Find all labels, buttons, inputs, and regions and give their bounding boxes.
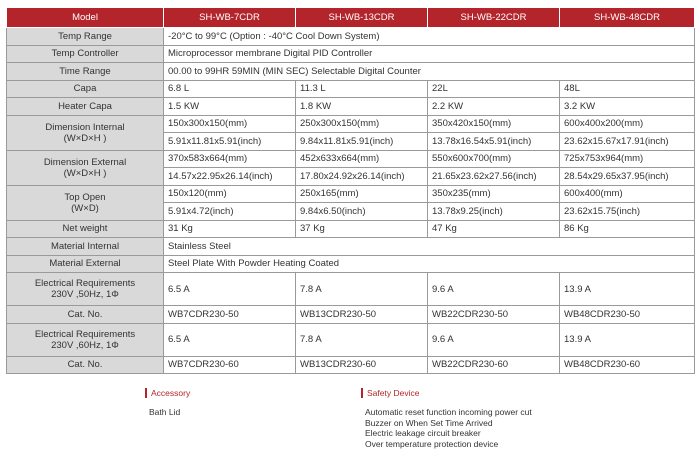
row-net-weight bbox=[7, 220, 695, 238]
row-capa bbox=[7, 80, 695, 98]
row-time-range bbox=[7, 63, 695, 81]
label-electrical-50hz bbox=[7, 273, 164, 306]
cell-cat60-2: WB13CDR230-60 bbox=[296, 356, 428, 374]
cell-dim-int-in-3: 13.78x16.54x5.91(inch) bbox=[428, 133, 560, 151]
safety-item: Buzzer on When Set Time Arrived bbox=[365, 417, 493, 428]
cell-elec50-1: 6.5 A bbox=[164, 273, 296, 306]
label-dimension-external bbox=[7, 150, 164, 185]
cell-capa-1: 6.8 L bbox=[164, 80, 296, 98]
row-material-internal bbox=[7, 238, 695, 256]
cell-dim-int-mm-4: 600x400x200(mm) bbox=[560, 115, 695, 133]
cell-cat50-1: WB7CDR230-50 bbox=[164, 306, 296, 324]
label-top-open bbox=[7, 185, 164, 220]
cell-net-weight-2: 37 Kg bbox=[296, 220, 428, 238]
cell-elec60-2: 7.8 A bbox=[296, 323, 428, 356]
cell-elec50-2: 7.8 A bbox=[296, 273, 428, 306]
label-electrical-50hz-line2: 230V ,50Hz, 1Φ bbox=[51, 289, 119, 300]
label-material-external: Material External bbox=[7, 255, 164, 273]
value-temp-controller: Microprocessor membrane Digital PID Controller bbox=[164, 45, 695, 63]
cell-heater-2: 1.8 KW bbox=[296, 98, 428, 116]
cell-top-open-in-1: 5.91x4.72(inch) bbox=[164, 203, 296, 221]
cell-capa-2: 11.3 L bbox=[296, 80, 428, 98]
cell-dim-ext-mm-2: 452x633x664(mm) bbox=[296, 150, 428, 168]
safety-item: Electric leakage circuit breaker bbox=[365, 428, 481, 438]
header-model-13cdr: SH-WB-13CDR bbox=[296, 8, 428, 28]
label-dimension-external-line1: Dimension External bbox=[43, 156, 127, 168]
accessory-item: Bath Lid bbox=[149, 407, 181, 417]
label-cat-no-60: Cat. No. bbox=[7, 356, 164, 374]
label-dimension-internal-line2: (W×D×H ) bbox=[63, 132, 107, 144]
label-time-range: Time Range bbox=[7, 63, 164, 81]
header-model-7cdr: SH-WB-7CDR bbox=[164, 8, 296, 28]
label-top-open-line2: (W×D) bbox=[71, 202, 99, 214]
safety-item: Over temperature protection device bbox=[365, 438, 499, 449]
cell-cat50-2: WB13CDR230-50 bbox=[296, 306, 428, 324]
label-material-internal: Material Internal bbox=[7, 238, 164, 256]
cell-heater-3: 2.2 KW bbox=[428, 98, 560, 116]
value-material-internal: Stainless Steel bbox=[164, 238, 695, 256]
header-model-48cdr: SH-WB-48CDR bbox=[560, 8, 695, 28]
row-dimension-external-mm bbox=[7, 150, 695, 168]
cell-net-weight-1: 31 Kg bbox=[164, 220, 296, 238]
cell-dim-int-mm-2: 250x300x150(mm) bbox=[296, 115, 428, 133]
row-electrical-60hz bbox=[7, 323, 695, 356]
cell-elec50-4: 13.9 A bbox=[560, 273, 695, 306]
cell-dim-ext-in-3: 21.65x23.62x27.56(inch) bbox=[428, 168, 560, 186]
cell-top-open-mm-4: 600x400(mm) bbox=[560, 185, 695, 203]
cell-cat50-4: WB48CDR230-50 bbox=[560, 306, 695, 324]
label-dimension-internal-line1: Dimension Internal bbox=[45, 121, 125, 133]
cell-elec60-1: 6.5 A bbox=[164, 323, 296, 356]
label-capa: Capa bbox=[7, 80, 164, 98]
cell-dim-ext-in-2: 17.80x24.92x26.14(inch) bbox=[296, 168, 428, 186]
cell-dim-int-in-1: 5.91x11.81x5.91(inch) bbox=[164, 133, 296, 151]
cell-dim-ext-mm-3: 550x600x700(mm) bbox=[428, 150, 560, 168]
cell-dim-ext-in-4: 28.54x29.65x37.95(inch) bbox=[560, 168, 695, 186]
row-cat-no-60 bbox=[7, 356, 695, 374]
cell-capa-4: 48L bbox=[560, 80, 695, 98]
label-electrical-60hz-line2: 230V ,60Hz, 1Φ bbox=[51, 339, 119, 351]
row-material-external bbox=[7, 255, 695, 273]
cell-net-weight-4: 86 Kg bbox=[560, 220, 695, 238]
label-electrical-60hz-line1: Electrical Requirements bbox=[34, 328, 136, 340]
row-temp-range bbox=[7, 28, 695, 46]
cell-cat60-4: WB48CDR230-60 bbox=[560, 356, 695, 374]
row-top-open-mm bbox=[7, 185, 695, 203]
cell-dim-int-in-2: 9.84x11.81x5.91(inch) bbox=[296, 133, 428, 151]
cell-heater-4: 3.2 KW bbox=[560, 98, 695, 116]
accessory-section bbox=[145, 388, 190, 418]
cell-elec60-3: 9.6 A bbox=[428, 323, 560, 356]
header-model-22cdr: SH-WB-22CDR bbox=[428, 8, 560, 28]
cell-cat60-3: WB22CDR230-60 bbox=[428, 356, 560, 374]
label-top-open-line1: Top Open bbox=[64, 191, 106, 203]
cell-dim-int-mm-3: 350x420x150(mm) bbox=[428, 115, 560, 133]
cell-elec50-3: 9.6 A bbox=[428, 273, 560, 306]
cell-top-open-mm-1: 150x120(mm) bbox=[164, 185, 296, 203]
header-row bbox=[7, 8, 695, 28]
safety-device-heading: Safety Device bbox=[361, 388, 532, 398]
cell-top-open-in-3: 13.78x9.25(inch) bbox=[428, 203, 560, 221]
label-temp-controller: Temp Controller bbox=[7, 45, 164, 63]
cell-dim-int-in-4: 23.62x15.67x17.91(inch) bbox=[560, 133, 695, 151]
row-temp-controller bbox=[7, 45, 695, 63]
spec-table-wrapper bbox=[6, 7, 694, 374]
cell-top-open-mm-2: 250x165(mm) bbox=[296, 185, 428, 203]
cell-dim-ext-in-1: 14.57x22.95x26.14(inch) bbox=[164, 168, 296, 186]
header-model: Model bbox=[7, 8, 164, 28]
row-cat-no-50 bbox=[7, 306, 695, 324]
cell-cat60-1: WB7CDR230-60 bbox=[164, 356, 296, 374]
cell-cat50-3: WB22CDR230-50 bbox=[428, 306, 560, 324]
cell-dim-ext-mm-4: 725x753x964(mm) bbox=[560, 150, 695, 168]
label-net-weight: Net weight bbox=[7, 220, 164, 238]
row-electrical-50hz bbox=[7, 273, 695, 306]
value-material-external: Steel Plate With Powder Heating Coated bbox=[164, 255, 695, 273]
cell-capa-3: 22L bbox=[428, 80, 560, 98]
cell-dim-ext-mm-1: 370x583x664(mm) bbox=[164, 150, 296, 168]
cell-top-open-in-2: 9.84x6.50(inch) bbox=[296, 203, 428, 221]
label-cat-no-50: Cat. No. bbox=[7, 306, 164, 324]
label-electrical-60hz bbox=[7, 323, 164, 356]
cell-heater-1: 1.5 KW bbox=[164, 98, 296, 116]
safety-device-section bbox=[361, 388, 532, 449]
cell-elec60-4: 13.9 A bbox=[560, 323, 695, 356]
spec-table bbox=[6, 7, 695, 374]
safety-item: Automatic reset function incoming power cut bbox=[365, 407, 532, 417]
value-time-range: 00.00 to 99HR 59MIN (MIN SEC) Selectable Digital Counter bbox=[164, 63, 695, 81]
value-temp-range: -20°C to 99°C (Option : -40°C Cool Down System) bbox=[164, 28, 695, 46]
label-dimension-external-line2: (W×D×H ) bbox=[63, 167, 107, 179]
cell-top-open-in-4: 23.62x15.75(inch) bbox=[560, 203, 695, 221]
label-heater-capa: Heater Capa bbox=[7, 98, 164, 116]
cell-dim-int-mm-1: 150x300x150(mm) bbox=[164, 115, 296, 133]
cell-top-open-mm-3: 350x235(mm) bbox=[428, 185, 560, 203]
accessory-heading: Accessory bbox=[145, 388, 190, 398]
label-electrical-50hz-line1: Electrical Requirements bbox=[34, 278, 136, 289]
cell-net-weight-3: 47 Kg bbox=[428, 220, 560, 238]
label-dimension-internal bbox=[7, 115, 164, 150]
label-temp-range: Temp Range bbox=[7, 28, 164, 46]
row-heater-capa bbox=[7, 98, 695, 116]
row-dimension-internal-mm bbox=[7, 115, 695, 133]
